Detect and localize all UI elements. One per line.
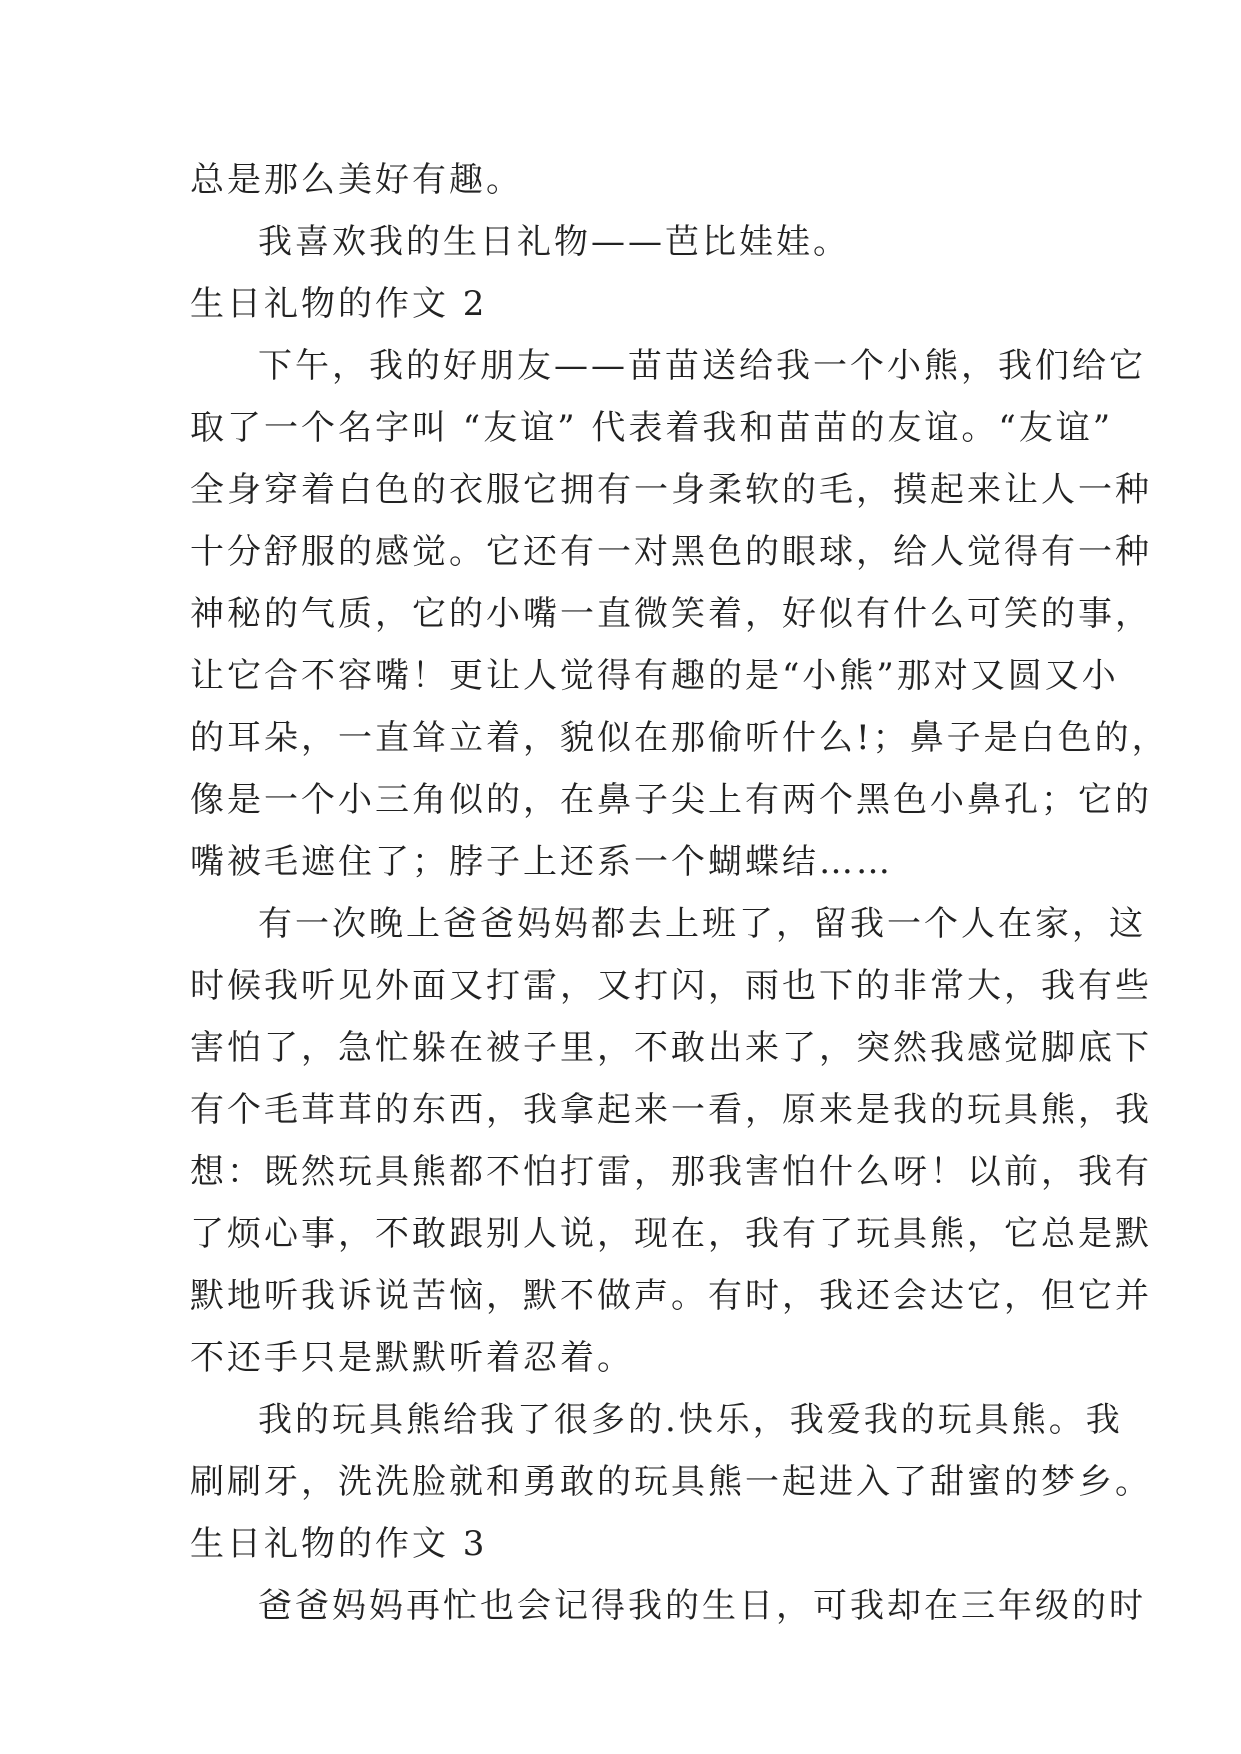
paragraph-line: 神秘的气质，它的小嘴一直微笑着，好似有什么可笑的事， [190,594,1152,634]
paragraph-line: 嘴被毛遮住了；脖子上还系一个蝴蝶结…… [190,842,893,882]
paragraph-line: 刷刷牙，洗洗脸就和勇敢的玩具熊一起进入了甜蜜的梦乡。 [190,1462,1152,1502]
paragraph-line: 像是一个小三角似的，在鼻子尖上有两个黑色小鼻孔；它的 [190,780,1152,820]
paragraph-line: 我的玩具熊给我了很多的.快乐，我爱我的玩具熊。我 [258,1400,1123,1440]
paragraph-line: 有一次晚上爸爸妈妈都去上班了，留我一个人在家，这 [258,904,1146,944]
paragraph-line: 想：既然玩具熊都不怕打雷，那我害怕什么呀！以前，我有 [190,1152,1152,1192]
paragraph-line: 默地听我诉说苦恼，默不做声。有时，我还会达它，但它并 [190,1276,1152,1316]
paragraph-line: 让它合不容嘴！更让人觉得有趣的是“小熊”那对又圆又小 [190,656,1119,696]
paragraph-line: 下午，我的好朋友——苗苗送给我一个小熊，我们给它 [258,346,1146,386]
paragraph-line: 十分舒服的感觉。它还有一对黑色的眼球，给人觉得有一种 [190,532,1152,572]
paragraph-line: 取了一个名字叫 “友谊” 代表着我和苗苗的友谊。“友谊” [190,408,1114,448]
paragraph-line: 了烦心事，不敢跟别人说，现在，我有了玩具熊，它总是默 [190,1214,1152,1254]
paragraph-line: 全身穿着白色的衣服它拥有一身柔软的毛，摸起来让人一种 [190,470,1152,510]
section-heading: 生日礼物的作文 2 [190,284,488,324]
paragraph-line: 我喜欢我的生日礼物——芭比娃娃。 [258,222,850,262]
paragraph-line: 总是那么美好有趣。 [190,160,523,200]
paragraph-line: 害怕了，急忙躲在被子里，不敢出来了，突然我感觉脚底下 [190,1028,1152,1068]
section-heading: 生日礼物的作文 3 [190,1524,488,1564]
paragraph-line: 的耳朵，一直耸立着，貌似在那偷听什么!；鼻子是白色的， [190,718,1169,758]
paragraph-line: 爸爸妈妈再忙也会记得我的生日，可我却在三年级的时 [258,1586,1146,1626]
paragraph-line: 有个毛茸茸的东西，我拿起来一看，原来是我的玩具熊，我 [190,1090,1152,1130]
paragraph-line: 时候我听见外面又打雷，又打闪，雨也下的非常大，我有些 [190,966,1152,1006]
paragraph-line: 不还手只是默默听着忍着。 [190,1338,634,1378]
